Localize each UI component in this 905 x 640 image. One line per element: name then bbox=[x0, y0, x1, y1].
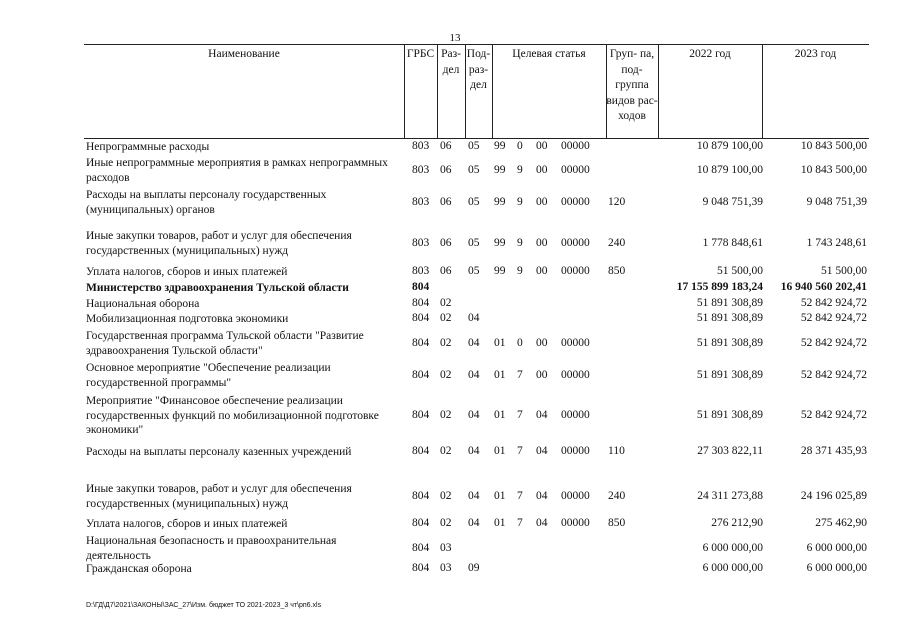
cell-grbs: 804 bbox=[412, 541, 430, 554]
cell-grbs: 803 bbox=[412, 265, 430, 277]
table-row bbox=[84, 361, 869, 391]
cell-t3: 04 bbox=[536, 409, 548, 421]
table-header bbox=[84, 44, 869, 139]
cell-t3: 00 bbox=[536, 336, 548, 349]
cell-t2: 9 bbox=[517, 195, 523, 208]
cell-razd: 02 bbox=[440, 445, 452, 457]
cell-podr: 04 bbox=[468, 312, 480, 324]
table-row bbox=[84, 140, 869, 155]
cell-podr: 05 bbox=[468, 140, 480, 152]
cell-podr: 04 bbox=[468, 489, 480, 502]
cell-y23: 51 500,00 bbox=[821, 265, 867, 277]
cell-podr: 05 bbox=[468, 163, 480, 176]
cell-razd: 06 bbox=[440, 265, 452, 277]
cell-podr: 04 bbox=[468, 336, 480, 349]
row-name: Непрограммные расходы bbox=[86, 141, 210, 153]
cell-t4: 00000 bbox=[561, 517, 590, 529]
cell-t4: 00000 bbox=[561, 368, 590, 381]
row-name: Уплата налогов, сборов и иных платежей bbox=[86, 266, 288, 278]
table-row bbox=[84, 312, 869, 327]
cell-podr: 04 bbox=[468, 517, 480, 529]
row-name: Министерство здравоохранения Тульской области bbox=[86, 282, 349, 294]
header-2022: 2022 год bbox=[689, 48, 731, 60]
cell-y23: 6 000 000,00 bbox=[806, 541, 867, 554]
cell-t1: 99 bbox=[494, 163, 506, 176]
cell-t3: 04 bbox=[536, 445, 548, 457]
cell-y23: 16 940 560 202,41 bbox=[780, 281, 867, 293]
cell-grbs: 804 bbox=[412, 281, 430, 293]
cell-t3: 00 bbox=[536, 265, 548, 277]
cell-y23: 9 048 751,39 bbox=[806, 195, 867, 208]
cell-grbs: 803 bbox=[412, 140, 430, 152]
row-name: Расходы на выплаты персоналу казенных учреждений bbox=[86, 446, 352, 458]
cell-y22: 6 000 000,00 bbox=[702, 562, 763, 574]
cell-t1: 01 bbox=[494, 489, 506, 502]
cell-razd: 02 bbox=[440, 336, 452, 349]
cell-y22: 51 891 308,89 bbox=[696, 312, 763, 324]
row-name: Расходы на выплаты персоналу государственных (муниципальных) органов bbox=[86, 189, 327, 216]
cell-t1: 99 bbox=[494, 140, 506, 152]
cell-t3: 00 bbox=[536, 140, 548, 152]
cell-t4: 00000 bbox=[561, 336, 590, 349]
row-name: Государственная программа Тульской области "Развитие здравоохранения Тульской области" bbox=[86, 330, 364, 357]
cell-t1: 01 bbox=[494, 336, 506, 349]
cell-grbs: 804 bbox=[412, 489, 430, 502]
cell-y23: 52 842 924,72 bbox=[800, 409, 867, 421]
cell-t2: 9 bbox=[517, 236, 523, 249]
cell-y23: 52 842 924,72 bbox=[800, 312, 867, 324]
cell-vr: 110 bbox=[608, 445, 625, 457]
cell-razd: 06 bbox=[440, 140, 452, 152]
cell-t4: 00000 bbox=[561, 163, 590, 176]
cell-razd: 02 bbox=[440, 312, 452, 324]
cell-vr: 240 bbox=[608, 236, 626, 249]
cell-t1: 01 bbox=[494, 368, 506, 381]
cell-razd: 03 bbox=[440, 541, 452, 554]
cell-razd: 02 bbox=[440, 489, 452, 502]
cell-t4: 00000 bbox=[561, 265, 590, 277]
cell-podr: 04 bbox=[468, 368, 480, 381]
cell-y22: 6 000 000,00 bbox=[702, 541, 763, 554]
cell-t2: 9 bbox=[517, 265, 523, 277]
header-name: Наименование bbox=[208, 48, 280, 60]
page-number: 13 bbox=[449, 32, 461, 44]
file-path-footer: D:\ГД\Д7\2021\ЗАКОНЫ\ЗАС_27\Изм. бюджет ТО 2021-2023_3 чт\рп6.xls bbox=[86, 602, 322, 609]
cell-grbs: 803 bbox=[412, 163, 430, 176]
cell-t4: 00000 bbox=[561, 195, 590, 208]
cell-razd: 03 bbox=[440, 562, 452, 574]
table-row bbox=[84, 394, 869, 439]
cell-t2: 7 bbox=[517, 517, 523, 529]
cell-grbs: 804 bbox=[412, 312, 430, 324]
cell-grbs: 804 bbox=[412, 409, 430, 421]
cell-t3: 04 bbox=[536, 517, 548, 529]
cell-y23: 275 462,90 bbox=[815, 517, 867, 529]
cell-y23: 10 843 500,00 bbox=[800, 163, 867, 176]
cell-vr: 850 bbox=[608, 265, 626, 277]
row-name: Основное мероприятие "Обеспечение реализации государственной программы" bbox=[86, 362, 331, 389]
cell-t4: 00000 bbox=[561, 489, 590, 502]
table-row bbox=[84, 445, 869, 460]
table-row bbox=[84, 156, 869, 186]
table-row bbox=[84, 562, 869, 577]
cell-y23: 6 000 000,00 bbox=[806, 562, 867, 574]
cell-t2: 0 bbox=[517, 140, 523, 152]
cell-t1: 01 bbox=[494, 445, 506, 457]
cell-razd: 02 bbox=[440, 409, 452, 421]
cell-t4: 00000 bbox=[561, 140, 590, 152]
cell-t3: 00 bbox=[536, 195, 548, 208]
cell-t1: 01 bbox=[494, 517, 506, 529]
header-target: Целевая статья bbox=[512, 48, 586, 60]
cell-y23: 1 743 248,61 bbox=[806, 236, 867, 249]
cell-podr: 04 bbox=[468, 445, 480, 457]
cell-t2: 9 bbox=[517, 163, 523, 176]
cell-podr: 05 bbox=[468, 265, 480, 277]
cell-vr: 120 bbox=[608, 195, 626, 208]
row-name: Иные закупки товаров, работ и услуг для обеспечения государственных (муниципальных) нужд bbox=[86, 483, 352, 510]
cell-razd: 02 bbox=[440, 517, 452, 529]
cell-y22: 51 891 308,89 bbox=[696, 336, 763, 349]
cell-y23: 52 842 924,72 bbox=[800, 297, 867, 309]
cell-t3: 04 bbox=[536, 489, 548, 502]
cell-t2: 0 bbox=[517, 336, 523, 349]
row-name: Уплата налогов, сборов и иных платежей bbox=[86, 518, 288, 530]
cell-t4: 00000 bbox=[561, 445, 590, 457]
cell-y22: 9 048 751,39 bbox=[702, 195, 763, 208]
cell-t2: 7 bbox=[517, 409, 523, 421]
header-group: Груп- па, под- группа видов рас- ходов bbox=[606, 48, 658, 122]
cell-y22: 27 303 822,11 bbox=[697, 445, 763, 457]
cell-grbs: 804 bbox=[412, 517, 430, 529]
table-row bbox=[84, 482, 869, 512]
cell-y22: 10 879 100,00 bbox=[696, 140, 763, 152]
cell-vr: 240 bbox=[608, 489, 626, 502]
cell-podr: 04 bbox=[468, 409, 480, 421]
cell-t1: 99 bbox=[494, 195, 506, 208]
cell-y23: 28 371 435,93 bbox=[800, 445, 867, 457]
cell-t1: 99 bbox=[494, 236, 506, 249]
cell-y22: 51 891 308,89 bbox=[696, 409, 763, 421]
header-razdel: Раз- дел bbox=[441, 48, 461, 76]
header-grbs: ГРБС bbox=[406, 48, 435, 60]
cell-grbs: 804 bbox=[412, 562, 430, 574]
cell-t2: 7 bbox=[517, 489, 523, 502]
cell-t2: 7 bbox=[517, 445, 523, 457]
cell-y23: 24 196 025,89 bbox=[800, 489, 867, 502]
table-row bbox=[84, 297, 869, 312]
budget-table bbox=[84, 44, 869, 575]
cell-grbs: 804 bbox=[412, 336, 430, 349]
table-row bbox=[84, 329, 869, 359]
cell-razd: 06 bbox=[440, 236, 452, 249]
cell-y22: 1 778 848,61 bbox=[702, 236, 763, 249]
row-name: Мобилизационная подготовка экономики bbox=[86, 313, 289, 325]
cell-y23: 10 843 500,00 bbox=[800, 140, 867, 152]
row-name: Национальная оборона bbox=[86, 298, 200, 310]
row-name: Иные закупки товаров, работ и услуг для обеспечения государственных (муниципальных) нужд bbox=[86, 230, 352, 257]
row-name: Мероприятие "Финансовое обеспечение реализации государственных функций по мобилизационной подготовке экономики" bbox=[86, 395, 379, 436]
cell-t3: 00 bbox=[536, 163, 548, 176]
cell-grbs: 804 bbox=[412, 297, 430, 309]
table-row bbox=[84, 534, 869, 564]
cell-t3: 00 bbox=[536, 236, 548, 249]
table-row bbox=[84, 229, 869, 259]
cell-y22: 276 212,90 bbox=[711, 517, 763, 529]
header-2023: 2023 год bbox=[794, 48, 837, 60]
table-row bbox=[84, 265, 869, 280]
cell-y22: 10 879 100,00 bbox=[696, 163, 763, 176]
cell-razd: 06 bbox=[440, 195, 452, 208]
table-row bbox=[84, 188, 869, 218]
table-row bbox=[84, 281, 869, 296]
cell-podr: 09 bbox=[468, 562, 480, 574]
cell-podr: 05 bbox=[468, 236, 480, 249]
cell-vr: 850 bbox=[608, 517, 626, 529]
header-podrazdel: Под- раз- дел bbox=[466, 48, 491, 91]
row-name: Национальная безопасность и правоохранительная деятельность bbox=[86, 535, 337, 562]
cell-grbs: 804 bbox=[412, 368, 430, 381]
cell-razd: 02 bbox=[440, 297, 452, 309]
cell-t3: 00 bbox=[536, 368, 548, 381]
cell-y22: 51 500,00 bbox=[717, 265, 763, 277]
table-row bbox=[84, 517, 869, 532]
row-name: Гражданская оборона bbox=[86, 563, 192, 575]
cell-razd: 06 bbox=[440, 163, 452, 176]
cell-podr: 05 bbox=[468, 195, 480, 208]
cell-grbs: 803 bbox=[412, 236, 430, 249]
cell-t2: 7 bbox=[517, 368, 523, 381]
cell-t4: 00000 bbox=[561, 409, 590, 421]
cell-y22: 51 891 308,89 bbox=[696, 368, 763, 381]
cell-t4: 00000 bbox=[561, 236, 590, 249]
cell-grbs: 804 bbox=[412, 445, 430, 457]
cell-grbs: 803 bbox=[412, 195, 430, 208]
cell-t1: 99 bbox=[494, 265, 506, 277]
cell-y23: 52 842 924,72 bbox=[800, 336, 867, 349]
cell-y22: 17 155 899 183,24 bbox=[676, 281, 763, 293]
cell-razd: 02 bbox=[440, 368, 452, 381]
row-name: Иные непрограммные мероприятия в рамках непрограммных расходов bbox=[86, 157, 388, 184]
cell-y22: 24 311 273,88 bbox=[697, 489, 763, 502]
cell-t1: 01 bbox=[494, 409, 506, 421]
cell-y22: 51 891 308,89 bbox=[696, 297, 763, 309]
cell-y23: 52 842 924,72 bbox=[800, 368, 867, 381]
